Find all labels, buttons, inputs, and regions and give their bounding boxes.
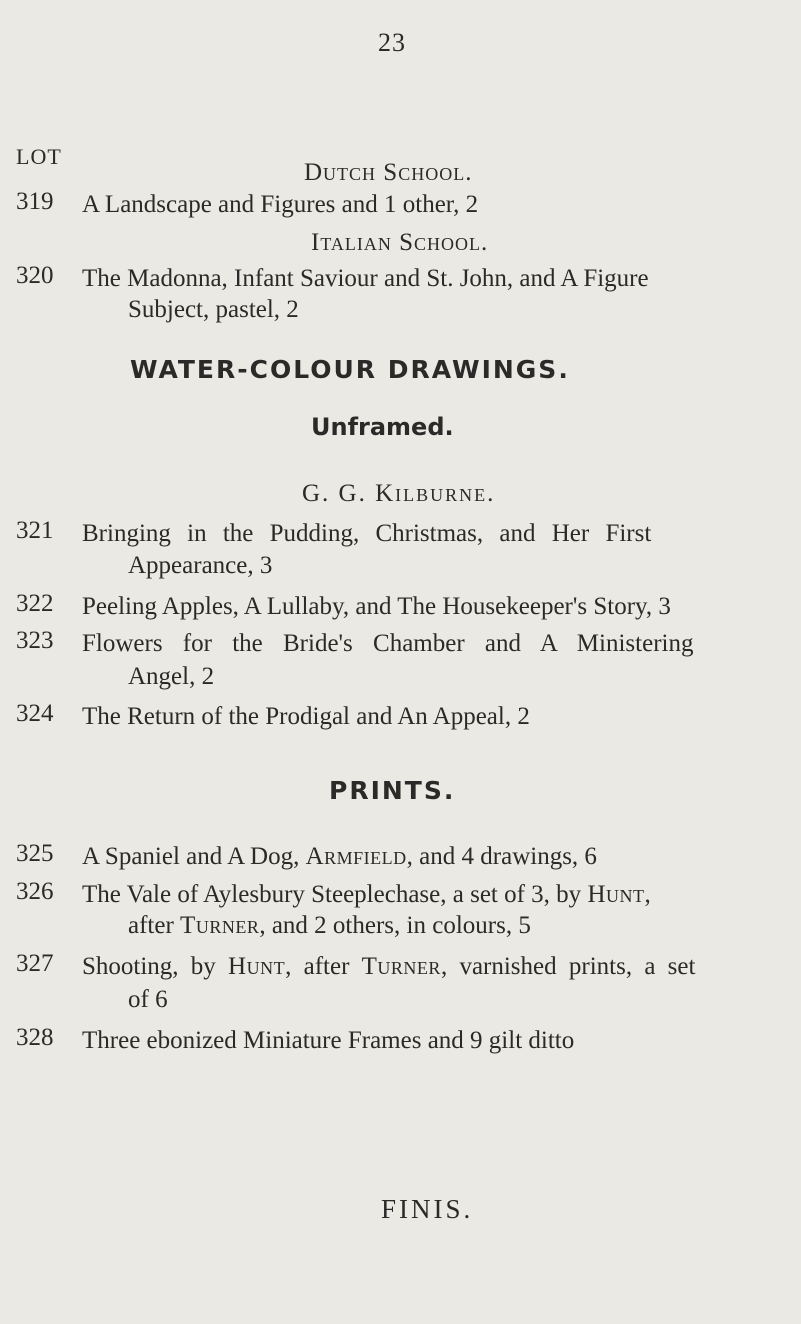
lot-text: after xyxy=(128,912,181,939)
lot-text: , and 4 drawings, 6 xyxy=(406,843,597,870)
lot-number: 327 xyxy=(16,950,54,977)
school-heading-dutch: Dutch School. xyxy=(304,159,473,186)
lot-description-continued xyxy=(128,912,531,940)
section-heading-prints: PRINTS. xyxy=(329,776,456,805)
lot-description: The Madonna, Infant Saviour and St. John, and A Figure xyxy=(82,265,649,292)
artist-name: Hunt xyxy=(587,881,645,908)
lot-description xyxy=(82,840,597,874)
school-heading-italian: Italian School. xyxy=(311,229,489,256)
lot-description-continued: of 6 xyxy=(128,986,168,1013)
artist-name: Turner xyxy=(361,953,441,980)
lot-number: 322 xyxy=(16,590,54,617)
finis-text: FINIS. xyxy=(381,1194,474,1224)
artist-heading: G. G. Kilburne. xyxy=(302,480,496,507)
lot-column-header: LOT xyxy=(16,144,62,169)
lot-number: 328 xyxy=(16,1024,54,1051)
lot-text: , after xyxy=(285,953,362,980)
page-number: 23 xyxy=(378,28,406,57)
artist-name: Turner xyxy=(180,912,260,939)
lot-description xyxy=(82,878,651,912)
lot-text: A Spaniel and A Dog, xyxy=(82,843,306,870)
lot-text: , xyxy=(644,881,651,908)
lot-number: 323 xyxy=(16,627,54,654)
lot-number: 324 xyxy=(16,700,54,727)
lot-description: Peeling Apples, A Lullaby, and The Housekeeper's Story, 3 xyxy=(82,593,671,620)
lot-text: , varnished prints, a set xyxy=(440,953,696,980)
lot-description: Three ebonized Miniature Frames and 9 gilt ditto xyxy=(82,1027,575,1054)
lot-text: The Vale of Aylesbury Steeplechase, a set of 3, by xyxy=(82,881,588,908)
lot-description: The Return of the Prodigal and An Appeal, 2 xyxy=(82,703,530,730)
lot-description: Bringing in the Pudding, Christmas, and Her First xyxy=(82,520,652,547)
lot-description: A Landscape and Figures and 1 other, 2 xyxy=(82,191,479,218)
lot-description: Flowers for the Bride's Chamber and A Ministering xyxy=(82,630,694,657)
section-heading-watercolour: WATER-COLOUR DRAWINGS. xyxy=(130,355,570,384)
lot-number: 325 xyxy=(16,840,54,867)
artist-name: Hunt xyxy=(228,953,286,980)
subheading-unframed: Unframed. xyxy=(311,413,454,441)
lot-description-continued: Subject, pastel, 2 xyxy=(128,296,299,323)
lot-number: 320 xyxy=(16,262,54,289)
lot-text: Shooting, by xyxy=(82,953,229,980)
lot-text: , and 2 others, in colours, 5 xyxy=(259,912,531,939)
lot-description-continued: Appearance, 3 xyxy=(128,552,273,579)
artist-name: Armfield xyxy=(305,843,407,870)
lot-description xyxy=(82,950,695,984)
lot-description-continued: Angel, 2 xyxy=(128,663,215,690)
lot-number: 321 xyxy=(16,517,54,544)
lot-number: 319 xyxy=(16,188,54,215)
lot-number: 326 xyxy=(16,878,54,905)
